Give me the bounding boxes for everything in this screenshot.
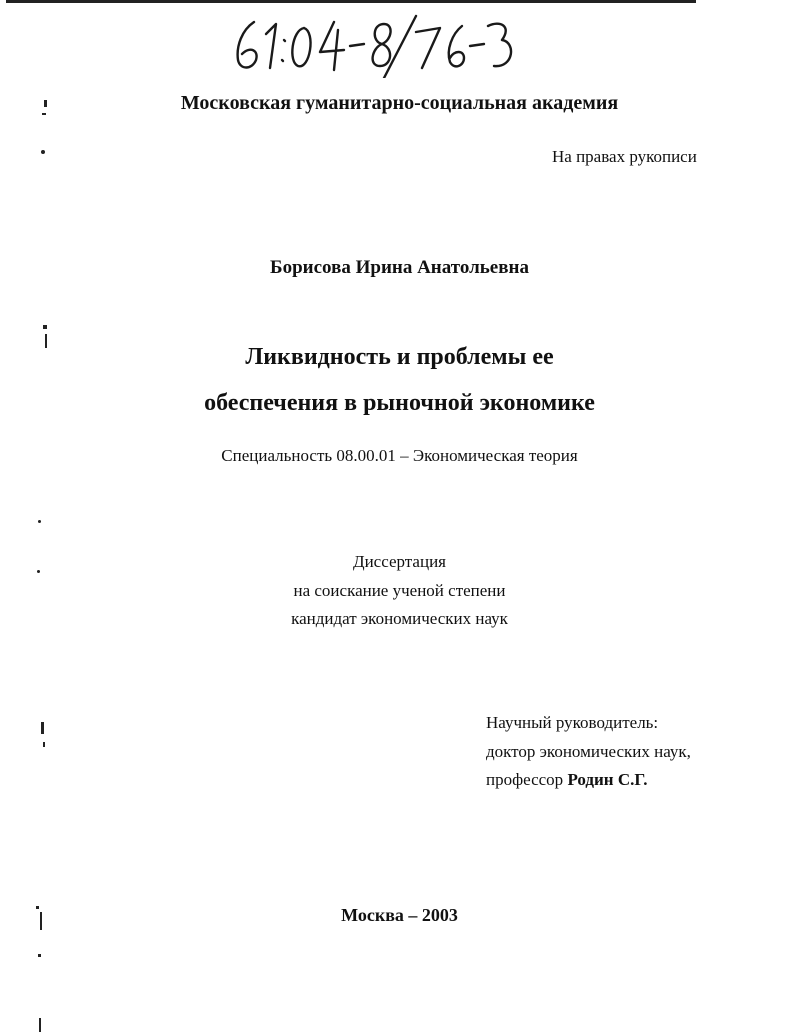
scan-speck: [39, 1018, 41, 1032]
scan-speck: [36, 906, 39, 909]
scan-speck: [41, 150, 45, 154]
scan-speck: [38, 520, 41, 523]
scan-speck: [37, 570, 40, 573]
supervisor-title-and-name: [486, 770, 648, 790]
dissertation-type: Диссертация: [352, 552, 446, 571]
specialty-line: Специальность 08.00.01 – Экономическая теория: [221, 446, 578, 465]
scan-top-edge: [6, 0, 696, 3]
supervisor-label: Научный руководитель:: [486, 713, 659, 732]
supervisor-degree: доктор экономических наук,: [486, 742, 691, 761]
scan-speck: [44, 100, 47, 107]
manuscript-rights-note: На правах рукописи: [552, 147, 697, 166]
degree-line-1: на соискание ученой степени: [293, 581, 506, 600]
dissertation-title-line-1: Ликвидность и проблемы ее: [245, 344, 554, 370]
scan-speck: [42, 113, 46, 115]
scan-speck: [38, 954, 41, 957]
dissertation-title-line-2: обеспечения в рыночной экономике: [204, 390, 595, 416]
scan-speck: [43, 742, 45, 747]
city-and-year: Москва – 2003: [341, 905, 458, 925]
supervisor-position: профессор: [486, 770, 564, 789]
institution-name: Московская гуманитарно-социальная академия: [180, 92, 619, 114]
handwritten-catalog-number: [226, 12, 516, 78]
degree-line-2: кандидат экономических наук: [291, 609, 508, 628]
scan-speck: [45, 334, 47, 348]
scan-speck: [43, 325, 47, 329]
supervisor-name: Родин С.Г.: [567, 770, 648, 789]
scan-speck: [40, 912, 42, 930]
author-name: Борисова Ирина Анатольевна: [270, 257, 529, 278]
scan-speck: [41, 722, 44, 734]
